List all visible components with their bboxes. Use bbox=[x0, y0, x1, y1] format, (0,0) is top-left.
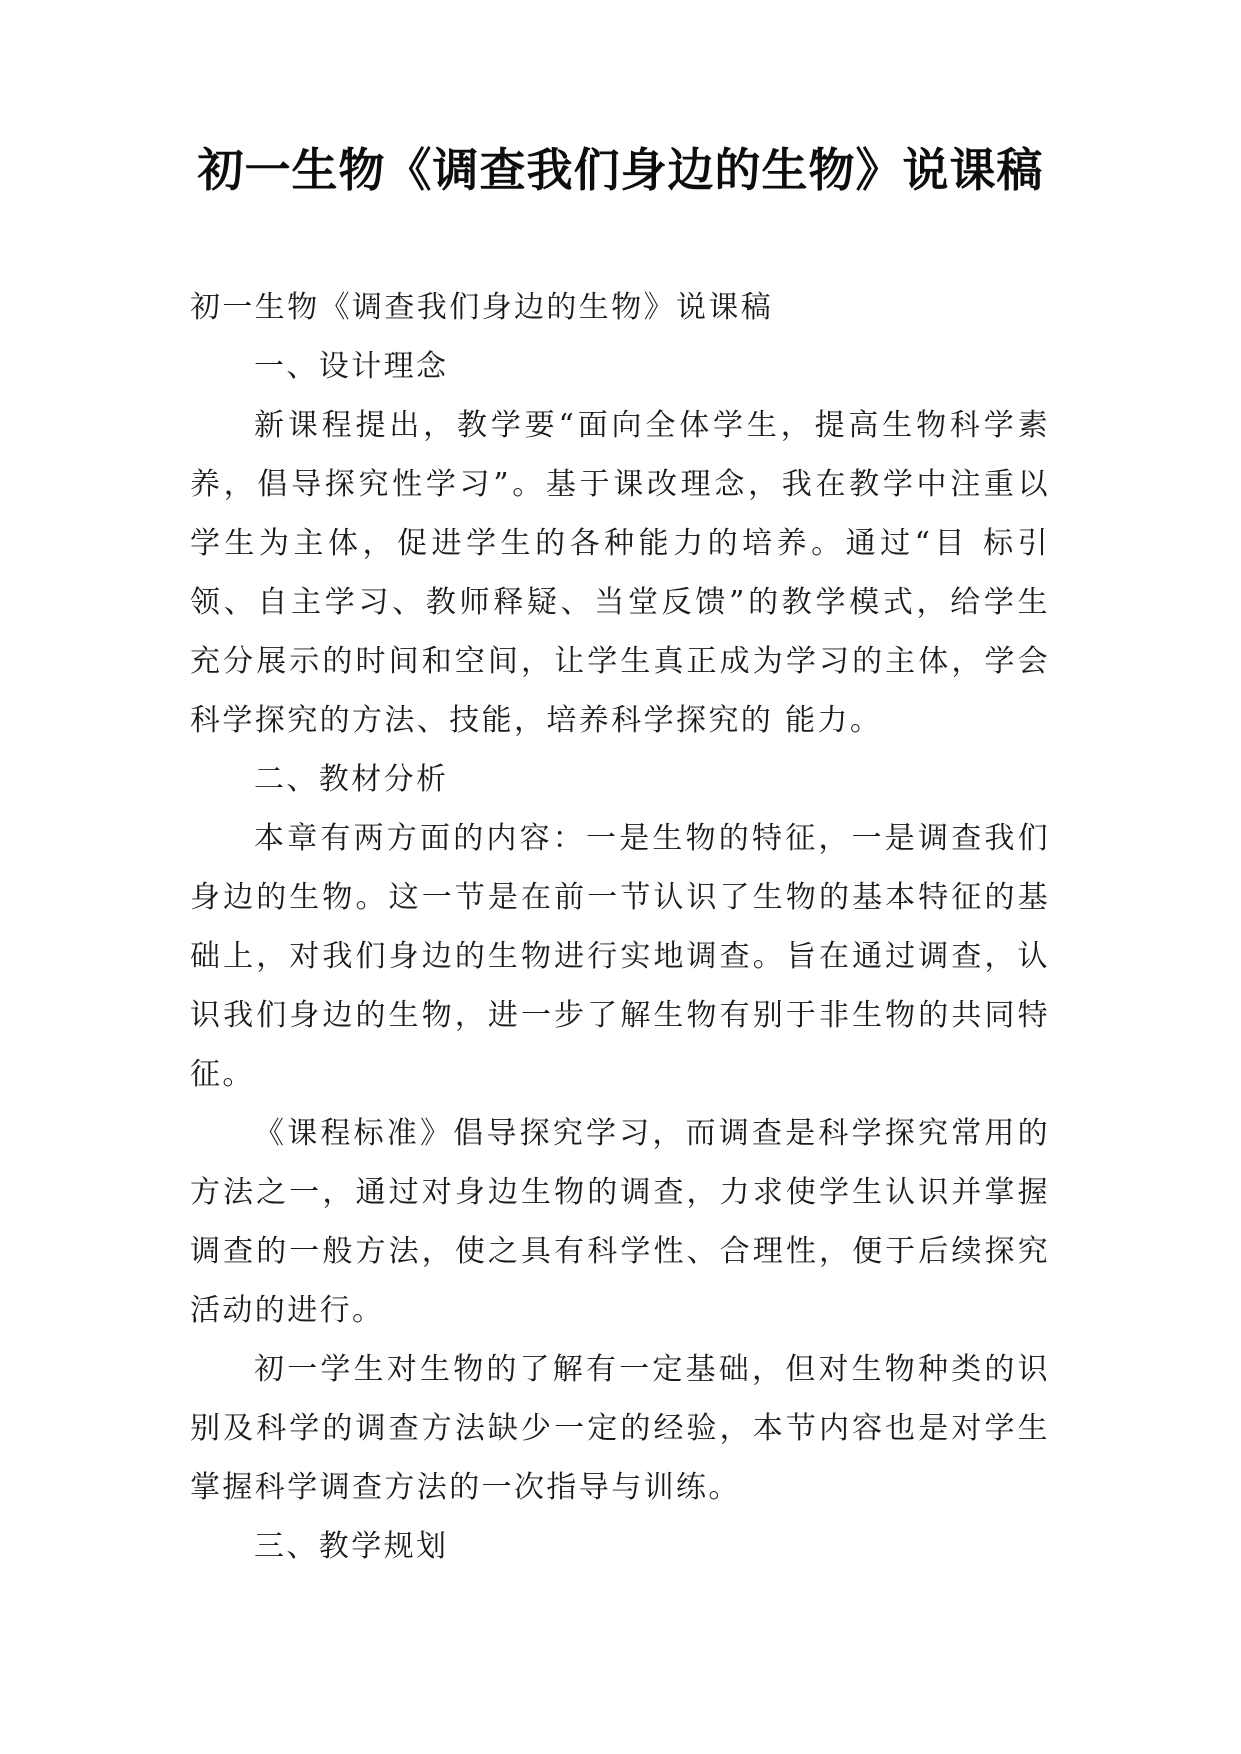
document-body bbox=[190, 278, 1050, 1576]
paragraph-textbook-analysis-2: 《课程标准》倡导探究学习，而调查是科学探究常用的方法之一，通过对身边生物的调查，力求使学生认识并掌握调查的一般方法，使之具有科学性、合理性，便于后续探究活动的进行。 bbox=[190, 1116, 1050, 1328]
section-heading-teaching-plan: 三、教学规划 bbox=[254, 1529, 449, 1564]
body-heading-line: 初一生物《调查我们身边的生物》说课稿 bbox=[190, 290, 774, 325]
paragraph-design-concept: 新课程提出，教学要“面向全体学生，提高生物科学素养，倡导探究性学习”。基于课改理念，我在教学中注重以学生为主体，促进学生的各种能力的培养。通过“目 标引领、自主学习、教师释疑、当堂反馈”的教学模式，给学生充分展示的时间和空间，让学生真正成为学习的主体，学会科学探究的方法、技能，培养科学探究的 能力。 bbox=[190, 408, 1050, 738]
paragraph-textbook-analysis-3: 初一学生对生物的了解有一定基础，但对生物种类的识别及科学的调查方法缺少一定的经验，本节内容也是对学生掌握科学调查方法的一次指导与训练。 bbox=[190, 1352, 1050, 1505]
document-title: 初一生物《调查我们身边的生物》说课稿 bbox=[197, 143, 1044, 197]
section-heading-design-concept: 一、设计理念 bbox=[254, 349, 449, 384]
section-heading-textbook-analysis: 二、教材分析 bbox=[254, 762, 449, 797]
paragraph-textbook-analysis-1: 本章有两方面的内容：一是生物的特征，一是调查我们身边的生物。这一节是在前一节认识了生物的基本特征的基础上，对我们身边的生物进行实地调查。旨在通过调查，认识我们身边的生物，进一步了解生物有别于非生物的共同特征。 bbox=[190, 821, 1050, 1092]
